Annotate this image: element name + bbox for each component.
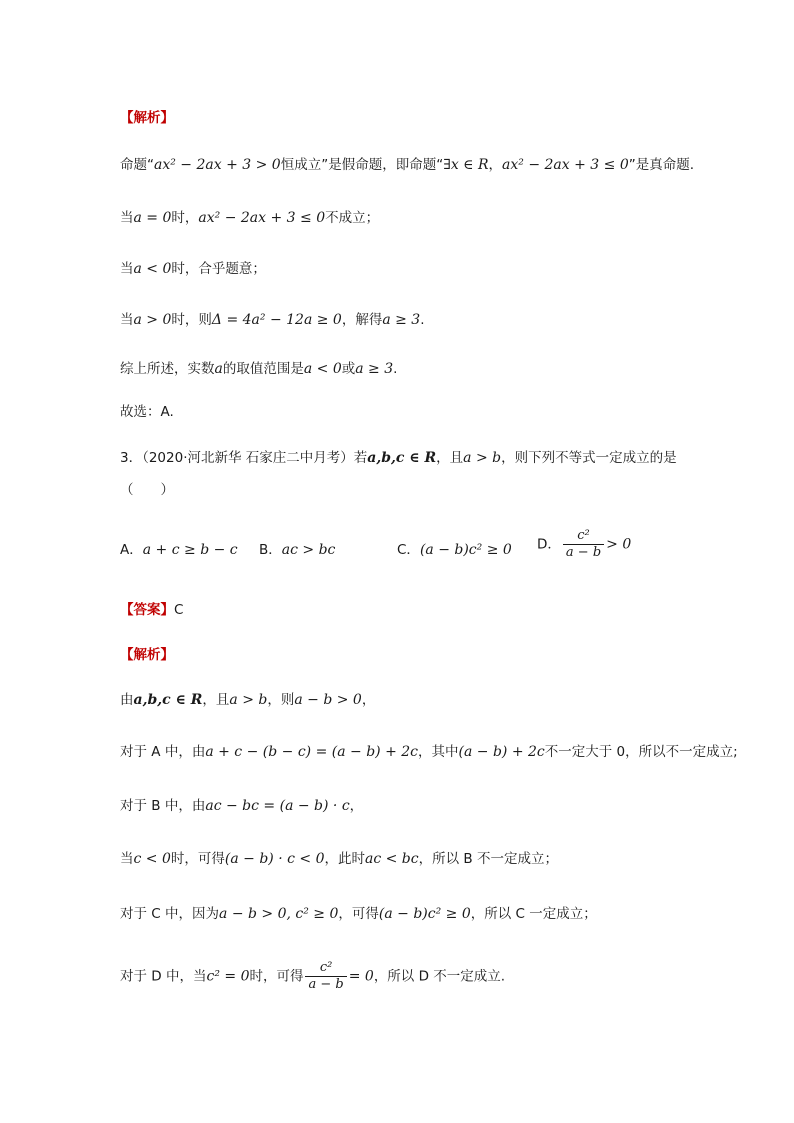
- text: ，所以 D 不一定成立.: [373, 968, 506, 985]
- math: a < 0: [133, 261, 172, 277]
- question-3-blank: （ ）: [120, 482, 174, 498]
- text: 对于 D 中，当: [120, 968, 207, 985]
- option-label: D．: [537, 536, 561, 553]
- math: ∃x ∈ R: [443, 157, 489, 173]
- analysis-line-1: [120, 153, 694, 173]
- math: = 0: [348, 968, 374, 985]
- answer-value: C: [174, 602, 184, 618]
- answer-label: 【答案】: [120, 602, 174, 618]
- analysis2-line-3: [120, 794, 363, 814]
- option-label: A．: [120, 542, 143, 558]
- math: a,b,c ∈ R: [133, 692, 203, 708]
- text: 当: [120, 261, 134, 277]
- math: ac − bc = (a − b) · c: [205, 798, 350, 814]
- math: a < 0: [303, 361, 342, 377]
- math: a: [214, 361, 223, 377]
- text: 当: [120, 210, 134, 226]
- math: ac > bc: [281, 542, 336, 558]
- math: a + c − (b − c) = (a − b) + 2c: [205, 744, 419, 760]
- math: ax² − 2ax + 3 > 0: [154, 157, 281, 173]
- text: 对于 A 中，由: [120, 744, 206, 760]
- text: ，其中: [418, 744, 459, 760]
- math: a,b,c ∈ R: [367, 450, 437, 466]
- text: ，则: [267, 692, 295, 708]
- text: 对于 B 中，由: [120, 798, 206, 814]
- text: 当: [120, 312, 134, 328]
- analysis-heading-1: 【解析】: [120, 110, 174, 126]
- math: a = 0: [133, 210, 172, 226]
- text: 时，: [171, 210, 199, 226]
- math: c < 0: [133, 851, 171, 867]
- text: 不一定大于 0，所以不一定成立;: [544, 744, 738, 760]
- numerator: c²: [319, 960, 333, 975]
- text: .: [393, 361, 398, 377]
- numerator: c²: [577, 528, 590, 543]
- denominator: a − b: [563, 544, 604, 561]
- fraction: [563, 528, 604, 561]
- analysis2-line-6: [120, 960, 505, 993]
- option-c: [397, 538, 512, 558]
- math: a > 0: [133, 312, 172, 328]
- text: ，: [488, 157, 503, 173]
- text: 时，则: [171, 312, 212, 328]
- option-a: [120, 538, 238, 558]
- text: 由: [120, 692, 134, 708]
- text: 或: [341, 361, 356, 377]
- text: ，且: [436, 450, 464, 466]
- math: (a − b) + 2c: [458, 744, 545, 760]
- math: c² = 0: [206, 968, 250, 985]
- math: a ≥ 3: [355, 361, 394, 377]
- analysis-line-5: [120, 357, 397, 377]
- math: Δ = 4a² − 12a ≥ 0: [211, 312, 342, 328]
- text: 时，可得: [249, 968, 304, 985]
- text: ，且: [202, 692, 230, 708]
- math: ac < bc: [364, 851, 419, 867]
- text: ，: [361, 692, 376, 708]
- math: (a − b)c² ≥ 0: [419, 542, 512, 558]
- text: ，解得: [341, 312, 383, 328]
- text: 对于 C 中，因为: [120, 906, 220, 922]
- fraction: [305, 960, 346, 993]
- text: 恒成立”是假命题，即命题“: [280, 157, 444, 173]
- text: ，: [349, 798, 364, 814]
- analysis-line-2: [120, 206, 379, 226]
- analysis-choice: 故选：A.: [120, 404, 174, 420]
- text: 命题“: [120, 157, 154, 173]
- math: a > b: [229, 692, 268, 708]
- math: a > b: [463, 450, 502, 466]
- text: 综上所述，实数: [120, 361, 215, 377]
- math: a + c ≥ b − c: [142, 542, 238, 558]
- text: ，则下列不等式一定成立的是: [501, 450, 677, 466]
- text: 不成立；: [325, 210, 380, 226]
- answer: [120, 598, 183, 618]
- analysis2-line-2: [120, 740, 738, 760]
- denominator: a − b: [305, 976, 346, 993]
- text: ，所以 C 一定成立；: [470, 906, 597, 922]
- math: (a − b) · c < 0: [224, 851, 325, 867]
- option-label: B．: [259, 542, 282, 558]
- math: a − b > 0, c² ≥ 0: [219, 906, 339, 922]
- text: 时，可得: [170, 851, 225, 867]
- option-label: C．: [397, 542, 420, 558]
- analysis-line-4: [120, 308, 425, 328]
- text: 时，合乎题意；: [171, 261, 266, 277]
- math: a ≥ 3: [382, 312, 421, 328]
- math: ax² − 2ax + 3 ≤ 0: [198, 210, 326, 226]
- analysis2-line-1: [120, 688, 375, 708]
- analysis2-line-4: [120, 847, 558, 867]
- text: .: [420, 312, 425, 328]
- text: 当: [120, 851, 134, 867]
- analysis-heading-2: 【解析】: [120, 647, 174, 663]
- option-d: [537, 528, 631, 561]
- text: ”是真命题.: [628, 157, 695, 173]
- text: ，所以 B 不一定成立；: [418, 851, 558, 867]
- analysis-line-3: [120, 257, 266, 277]
- math: > 0: [606, 536, 632, 553]
- text: ，可得: [338, 906, 379, 922]
- text: 的取值范围是: [222, 361, 304, 377]
- analysis2-line-5: [120, 902, 597, 922]
- text: 3．（2020·河北新华 石家庄二中月考）若: [120, 450, 368, 466]
- question-3-stem: [120, 446, 677, 466]
- option-b: [259, 538, 335, 558]
- math: ax² − 2ax + 3 ≤ 0: [502, 157, 629, 173]
- text: ，此时: [324, 851, 365, 867]
- math: (a − b)c² ≥ 0: [378, 906, 471, 922]
- math: a − b > 0: [294, 692, 362, 708]
